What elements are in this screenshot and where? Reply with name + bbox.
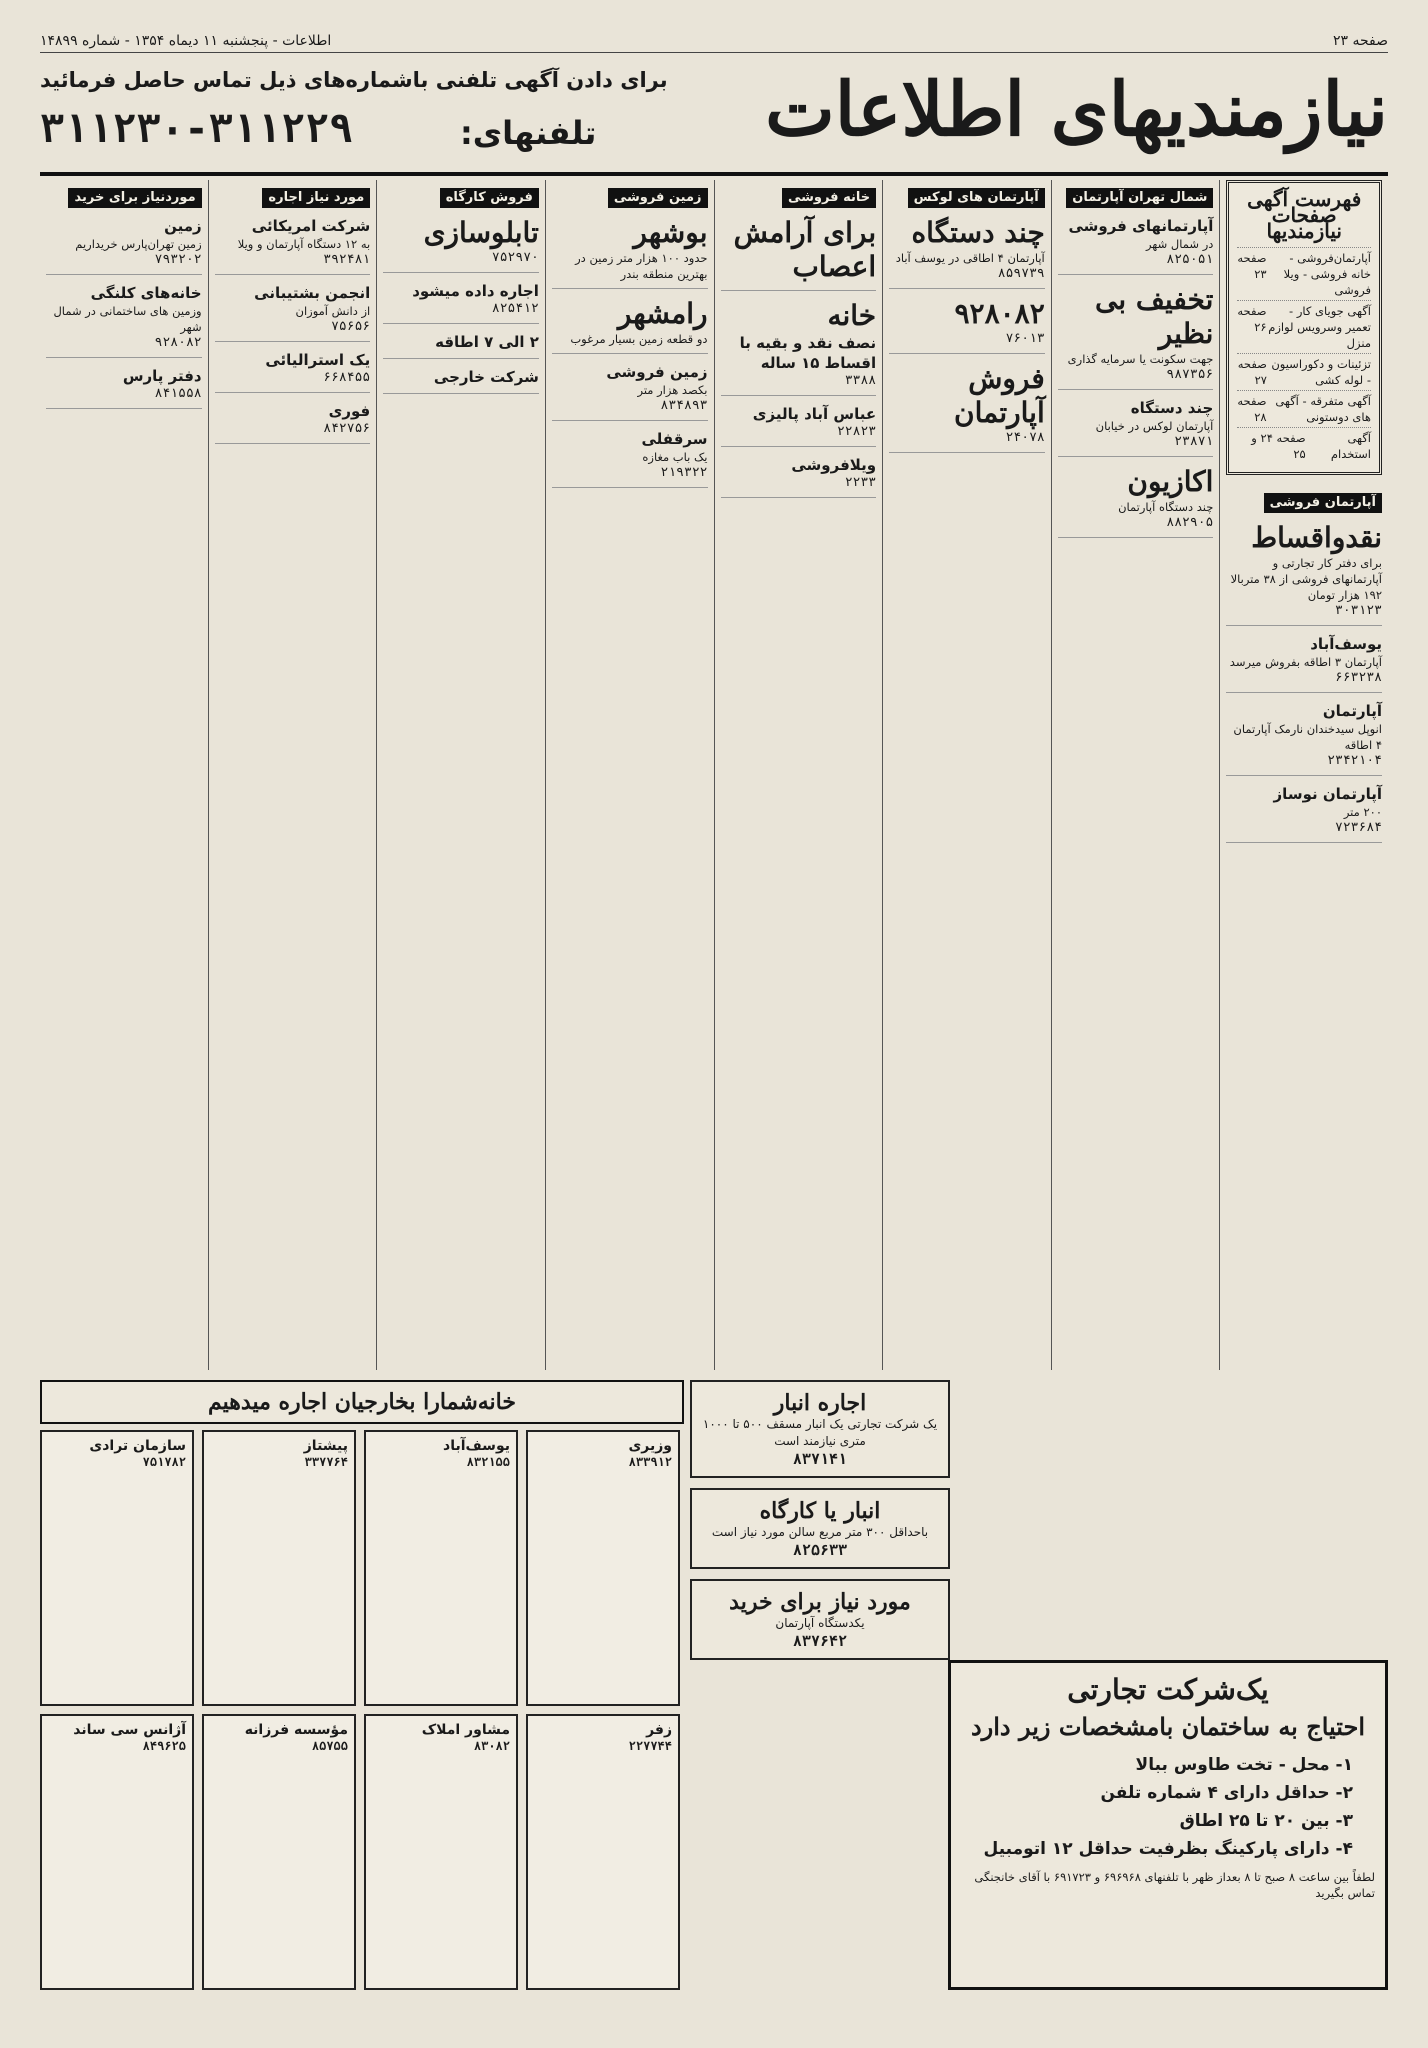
ad — [383, 277, 539, 324]
index-row-page: صفحه ۲۷ — [1237, 357, 1267, 387]
agency-box — [526, 1714, 680, 1990]
ad — [46, 362, 202, 409]
ad-head: شرکت امریکائی — [251, 217, 371, 235]
section-head: فروش کارگاه — [440, 188, 539, 208]
ad-head: آپارتمانهای فروشی — [1068, 217, 1214, 235]
box-body: باحداقل ۳۰۰ متر مربع سالن مورد نیاز است — [711, 1525, 929, 1539]
ad — [721, 400, 877, 447]
ad — [383, 328, 539, 359]
index-row-page: صفحه ۲۳ — [1237, 251, 1267, 281]
ad-body: آپارتمان ۴ اطاقی در یوسف آباد — [895, 251, 1045, 265]
agency-grid — [40, 1430, 680, 1990]
purchase-wanted-box — [690, 1579, 950, 1660]
ad-body: به ۱۲ دستگاه آپارتمان و ویلا — [237, 237, 371, 251]
ad-phone: ۷۵۶۵۶ — [331, 319, 371, 334]
index-row-label: آپارتمان‌فروشی - خانه فروشی - ویلا فروشی — [1283, 251, 1371, 297]
ad — [383, 212, 539, 273]
box-body: یکدستگاه آپارتمان — [775, 1616, 865, 1630]
agency-name: پیشتاز — [303, 1438, 348, 1454]
ad-head: یک استرالیائی — [265, 351, 371, 369]
agency-name: مؤسسه فرزانه — [244, 1722, 348, 1738]
ad-body: جهت سکونت یا سرمایه گذاری — [1067, 352, 1214, 366]
ad-phone: ۸۲۵۴۱۲ — [491, 301, 539, 316]
ad-phone: ۷۲۳۶۸۴ — [1335, 820, 1382, 835]
ad — [1058, 394, 1214, 457]
ad — [46, 212, 202, 275]
ad-body: آپارتمان ۳ اطاقه بفروش میرسد — [1229, 655, 1382, 669]
ad-head: آپارتمان نوساز — [1273, 785, 1382, 803]
ad-head: بوشهر — [633, 216, 708, 249]
ad — [721, 295, 877, 396]
index-row — [1237, 353, 1371, 390]
ad-phone: ۲۱۹۳۲۲ — [660, 465, 708, 480]
column-6 — [376, 180, 545, 1370]
ad-body: انوپل سیدخندان نارمک آپارتمان ۴ اطاقه — [1233, 722, 1382, 752]
ad — [721, 212, 877, 291]
corp-requirement: ۳- بین ۲۰ تا ۲۵ اطاق — [1179, 1811, 1353, 1831]
ad-head: برای آرامش — [733, 216, 877, 249]
section-head: مورد نیاز اجاره — [262, 188, 370, 208]
corp-requirement: ۲- حداقل دارای ۴ شماره تلفن — [1100, 1783, 1353, 1803]
agency-phone: ۳۳۷۷۶۴ — [304, 1455, 348, 1469]
agency-phone: ۷۵۱۷۸۲ — [142, 1455, 186, 1469]
ad — [1226, 780, 1382, 843]
index-row — [1237, 300, 1371, 353]
ad-phone: ۲۴۰۷۸ — [1005, 430, 1045, 445]
phones-label: تلفنهای: — [460, 114, 597, 152]
index-row-page: صفحه ۲۶ — [1237, 304, 1267, 334]
ad — [1058, 212, 1214, 275]
corp-requirement: ۱- محل - تخت طاوس ببالا — [1135, 1755, 1353, 1775]
index-row-label: آگهی متفرقه - آگهی های دوستونی — [1275, 394, 1371, 424]
ad-phone: ۲۲۸۲۳ — [836, 424, 877, 439]
agency-box — [364, 1714, 518, 1990]
ad — [215, 212, 371, 275]
ad — [383, 363, 539, 394]
issue-info: اطلاعات - پنجشنبه ۱۱ دیماه ۱۳۵۴ - شماره ۱۴۸۹۹ — [40, 33, 332, 49]
ad-head: انجمن بشتیبانی — [254, 284, 371, 302]
corp-title: یک‌شرکت تجارتی — [1067, 1673, 1269, 1706]
index-row — [1237, 247, 1371, 300]
column-7 — [208, 180, 377, 1370]
ad-phone: ۷۹۳۲۰۲ — [154, 252, 202, 267]
ad — [552, 212, 708, 289]
ad-phone: ۸۳۴۸۹۳ — [660, 398, 708, 413]
ad-body: حدود ۱۰۰ هزار متر زمین در بهترین منطقه بندر — [575, 251, 708, 281]
ad-phone: ۲۲۳۳ — [844, 475, 877, 490]
corp-requirements — [961, 1751, 1375, 1863]
ad — [552, 358, 708, 421]
ad-phone: ۲۳۴۲۱۰۴ — [1327, 753, 1382, 768]
corp-subtitle: احتیاج به ساختمان بامشخصات زیر دارد — [970, 1712, 1366, 1741]
corp-contact: لطفاً بین ساعت ۸ صبح تا ۸ بعداز ظهر با تلفنهای ۶۹۶۹۶۸ و ۶۹۱۷۲۳ با آقای خانجنگی تماس بگیرید — [974, 1870, 1375, 1900]
ad-head: زمین — [164, 217, 202, 235]
column-8 — [40, 180, 208, 1370]
section-head: موردنیاز برای خرید — [68, 188, 201, 208]
ad-head: فروش آپارتمان — [954, 362, 1045, 429]
classified-columns — [40, 180, 1388, 1370]
ad-head: دفتر پارس — [122, 367, 202, 385]
column-5 — [545, 180, 714, 1370]
ad-body: آپارتمان لوکس در خیابان — [1095, 419, 1214, 433]
ad-head: عباس آباد پالیزی — [752, 405, 877, 423]
ad-body: دو قطعه زمین بسیار مرغوب — [570, 332, 708, 346]
agency-phone: ۸۳۰۸۲ — [473, 1739, 510, 1753]
ad-phone: ۷۶۰۱۳ — [1005, 331, 1045, 346]
section-head: زمین فروشی — [608, 188, 708, 208]
warehouse-rental-box — [690, 1380, 950, 1478]
ad — [1226, 517, 1382, 626]
ad-body: نصف نقد و بقیه با اقساط ۱۵ ساله — [739, 334, 877, 372]
ad — [1226, 630, 1382, 693]
index-row — [1237, 390, 1371, 427]
box-phone: ۸۲۵۶۳۳ — [792, 1541, 848, 1559]
ad-phone: ۳۰۳۱۲۳ — [1335, 603, 1382, 618]
agency-box — [526, 1430, 680, 1706]
ad-phone: ۷۵۲۹۷۰ — [491, 250, 539, 265]
ad-phone: ۲۳۸۷۱ — [1174, 434, 1214, 449]
ad-head: شرکت خارجی — [433, 368, 539, 386]
agency-name: وزیری — [628, 1438, 672, 1454]
ad-phone: ۳۳۸۸ — [844, 373, 877, 388]
box-head: اجاره انبار — [773, 1390, 867, 1416]
ad-phone: ۶۶۳۲۳۸ — [1335, 670, 1382, 685]
agency-name: زفر — [646, 1722, 672, 1738]
index-row-label: تزئینات و دکوراسیون - لوله کشی — [1271, 357, 1371, 387]
column-2 — [1051, 180, 1220, 1370]
masthead-phones: ۳۱۱۲۳۰-۳۱۱۲۲۹ — [40, 106, 354, 152]
agency-phone: ۸۳۲۱۵۵ — [466, 1455, 510, 1469]
ad-head: چند دستگاه — [1130, 399, 1214, 417]
index-row-page: صفحه ۲۸ — [1237, 394, 1267, 424]
ad-body: زمین تهران‌پارس خریداریم — [75, 237, 202, 251]
ad — [215, 397, 371, 444]
ad-phone: ۸۴۱۵۵۸ — [154, 386, 202, 401]
index-row — [1237, 427, 1371, 464]
ad-phone: ۳۹۲۴۸۱ — [323, 252, 371, 267]
agency-box — [40, 1430, 194, 1706]
ad-head: فوری — [328, 402, 371, 420]
agency-name: آژانس سی ساند — [73, 1722, 186, 1738]
agency-name: یوسف‌آباد — [443, 1438, 510, 1454]
section-head: آپارتمان های لوکس — [908, 188, 1045, 208]
ad-head: تابلوسازی — [423, 216, 539, 249]
ad — [1058, 461, 1214, 538]
box-head: مورد نیاز برای خرید — [729, 1589, 911, 1615]
ad-head: سرقفلی — [641, 430, 708, 448]
box-body: یک شرکت تجارتی یک انبار مسقف ۵۰۰ تا ۱۰۰۰ متری نیازمند است — [702, 1417, 938, 1448]
ad-head: نقدواقساط — [1251, 521, 1382, 554]
index-row-page: صفحه ۲۴ و ۲۵ — [1251, 431, 1306, 461]
masthead-note: برای دادن آگهی تلفنی باشماره‌های ذیل تماس حاصل فرمائید — [40, 68, 668, 92]
ad-head: زمین فروشی — [606, 363, 708, 381]
agency-phone: ۸۵۷۵۵ — [311, 1739, 348, 1753]
ad-head: چند دستگاه — [911, 216, 1045, 249]
warehouse-workshop-box — [690, 1488, 950, 1569]
ad-phone: ۸۴۲۷۵۶ — [323, 421, 371, 436]
index-row-label: آگهی جویای کار - تعمیر وسرویس لوازم منزل — [1268, 304, 1371, 350]
agency-phone: ۸۳۳۹۱۲ — [628, 1455, 672, 1469]
ad — [1226, 697, 1382, 776]
ad-head: آپارتمان — [1322, 702, 1382, 720]
ad-body: چند دستگاه آپارتمان — [1118, 500, 1214, 514]
index-box — [1226, 180, 1382, 475]
ad — [215, 279, 371, 342]
agency-phone: ۸۴۹۶۲۵ — [142, 1739, 186, 1753]
ad-phone: ۸۲۵۰۵۱ — [1166, 252, 1214, 267]
corp-requirement: ۴- دارای پارکینگ بظرفیت حداقل ۱۲ اتومبیل — [983, 1839, 1353, 1859]
column-1 — [1219, 180, 1388, 1370]
ad-body: وزمین های ساختمانی در شمال شهر — [53, 304, 202, 334]
ad-phone: ۸۵۹۷۳۹ — [997, 266, 1045, 281]
ad-head: ۹۲۸۰۸۲ — [954, 297, 1045, 330]
agency-box — [364, 1430, 518, 1706]
ad-body: یک باب مغازه — [642, 450, 708, 464]
ad — [552, 425, 708, 488]
agency-box — [202, 1430, 356, 1706]
index-row-label: آگهی استخدام — [1330, 431, 1371, 461]
ad-head: یوسف‌آباد — [1310, 635, 1382, 653]
top-line — [40, 30, 1388, 53]
ad — [889, 212, 1045, 289]
agency-name: سازمان ترادی — [89, 1438, 186, 1454]
ad-phone: ۶۶۸۴۵۵ — [323, 370, 371, 385]
column-3 — [882, 180, 1051, 1370]
ad-head: اجاره داده میشود — [412, 282, 539, 300]
ad-head: رامشهر — [617, 297, 708, 330]
ad — [46, 279, 202, 358]
box-phone: ۸۳۷۱۴۱ — [792, 1450, 848, 1468]
agency-box — [202, 1714, 356, 1990]
newspaper-title: نیازمندیهای اطلاعات — [765, 67, 1388, 153]
agency-box — [40, 1714, 194, 1990]
ad-body: برای دفتر کار تجارتی و آپارتمانهای فروشی از ۳۸ متربالا ۱۹۲ هزار تومان — [1230, 556, 1382, 602]
ad-body: ۲۰۰ متر — [1343, 805, 1382, 819]
ad-body: در شمال شهر — [1145, 237, 1214, 251]
ad-phone: ۸۸۲۹۰۵ — [1166, 515, 1214, 530]
ad-head: تخفیف بی نظیر — [1095, 283, 1214, 350]
ad-phone: ۹۸۷۳۵۶ — [1166, 367, 1214, 382]
ad-body: اعصاب — [792, 250, 877, 283]
agency-name: مشاور املاک — [421, 1722, 510, 1738]
ad — [552, 293, 708, 354]
page-number: صفحه ۲۳ — [1332, 33, 1388, 49]
ad — [721, 451, 877, 498]
ad — [215, 346, 371, 393]
ad-body: بکصد هزار متر — [637, 383, 708, 397]
ad-body: از دانش آموزان — [295, 304, 371, 318]
box-phone: ۸۳۷۶۴۲ — [792, 1632, 848, 1650]
box-head: انبار یا کارگاه — [759, 1498, 881, 1524]
ad — [889, 293, 1045, 354]
ad-head: خانه — [827, 299, 877, 332]
column-4 — [714, 180, 883, 1370]
ad-phone: ۹۲۸۰۸۲ — [154, 335, 202, 350]
ad — [1058, 279, 1214, 390]
section-head: شمال تهران آپارتمان — [1066, 188, 1213, 208]
section-head: آپارتمان فروشی — [1264, 493, 1382, 513]
corporate-ad — [948, 1660, 1388, 1990]
ad-head: خانه‌های کلنگی — [90, 284, 202, 302]
section-head: خانه فروشی — [782, 188, 876, 208]
agencies-band: خانه‌شمارا بخارجیان اجاره میدهیم — [40, 1380, 684, 1424]
ad-head: ۲ الی ۷ اطاقه — [435, 333, 539, 351]
ad-head: اکازیون — [1127, 465, 1214, 498]
index-title: فهرست آگهی صفحات نیازمندیها — [1247, 187, 1362, 243]
ad-head: ویلافروشی — [791, 456, 877, 474]
ad — [889, 358, 1045, 453]
agency-phone: ۲۲۷۷۴۴ — [628, 1739, 672, 1753]
mid-boxes — [690, 1380, 950, 1990]
masthead — [40, 62, 1388, 176]
